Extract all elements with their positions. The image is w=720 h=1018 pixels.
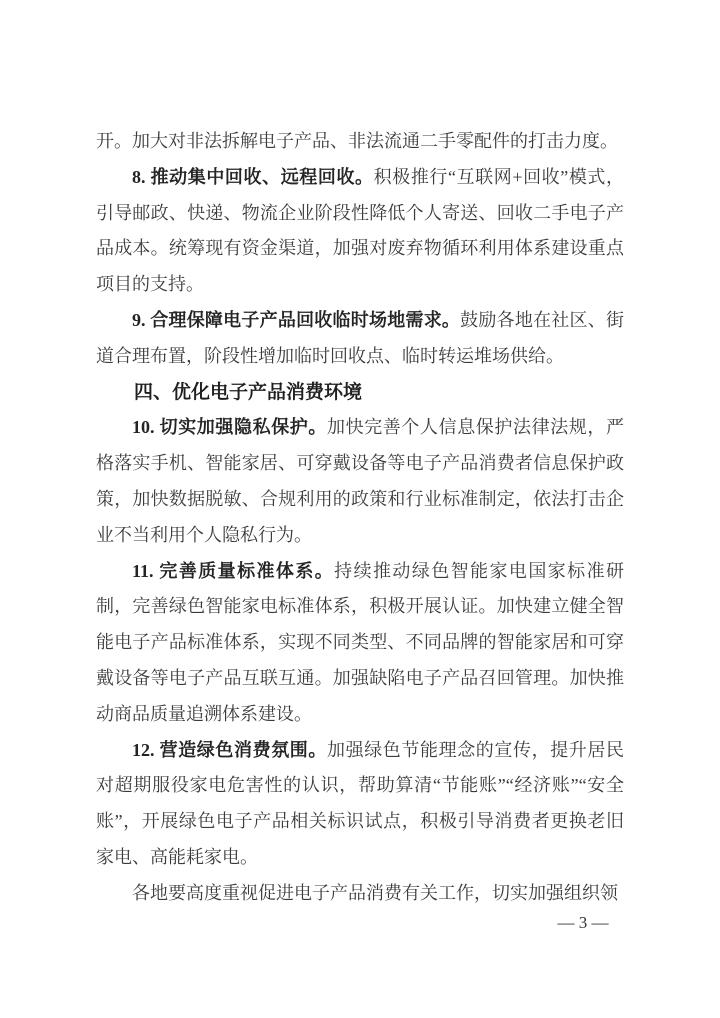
item-title: 10. 切实加强隐私保护。 xyxy=(132,417,327,438)
item-title: 9. 合理保障电子产品回收临时场地需求。 xyxy=(132,309,461,330)
paragraph-text: 鼓励各地在社区、街道合理布置，阶段性增加临时回收点、临时转运堆场供给。 xyxy=(96,309,625,366)
paragraph xyxy=(96,733,624,876)
item-title: 12. 营造绿色消费氛围。 xyxy=(132,739,327,760)
paragraph-text: 持续推动绿色智能家电国家标准研制，完善绿色智能家电标准体系，积极开展认证。加快建立健全智能电子产品标准体系，实现不同类型、不同品牌的智能家居和可穿戴设备等电子产品互联互通。加强缺陷电子产品召回管理。加快推动商品质量追溯体系建设。 xyxy=(96,560,624,724)
paragraph-text: 加快完善个人信息保护法律法规，严格落实手机、智能家居、可穿戴设备等电子产品消费者信息保护政策，加快数据脱敏、合规利用的政策和行业标准制定，依法打击企业不当利用个人隐私行为。 xyxy=(96,417,624,545)
section-heading xyxy=(96,375,624,411)
paragraph-text: 各地要高度重视促进电子产品消费有关工作，切实加强组织领 xyxy=(132,882,618,903)
paragraph xyxy=(96,554,624,733)
document-body xyxy=(96,124,624,912)
paragraph xyxy=(96,410,624,553)
item-title: 8. 推动集中回收、远程回收。 xyxy=(132,166,374,187)
paragraph xyxy=(96,876,624,912)
paragraph xyxy=(96,124,624,160)
paragraph xyxy=(96,160,624,303)
paragraph-text: 加强绿色节能理念的宣传，提升居民对超期服役家电危害性的认识，帮助算清“节能账”“经济账”“安全账”，开展绿色电子产品相关标识试点，积极引导消费者更换老旧家电、高能耗家电。 xyxy=(96,739,624,867)
paragraph-text: 积极推行“互联网+回收”模式，引导邮政、快递、物流企业阶段性降低个人寄送、回收二手电子产品成本。统筹现有资金渠道，加强对废弃物循环利用体系建设重点项目的支持。 xyxy=(96,166,624,295)
paragraph-text: 开。加大对非法拆解电子产品、非法流通二手零配件的打击力度。 xyxy=(96,131,618,151)
page-number: — 3 — xyxy=(557,913,609,932)
item-title: 11. 完善质量标准体系。 xyxy=(132,560,335,581)
paragraph xyxy=(96,303,624,375)
paragraph-text: 四、优化电子产品消费环境 xyxy=(134,381,363,403)
